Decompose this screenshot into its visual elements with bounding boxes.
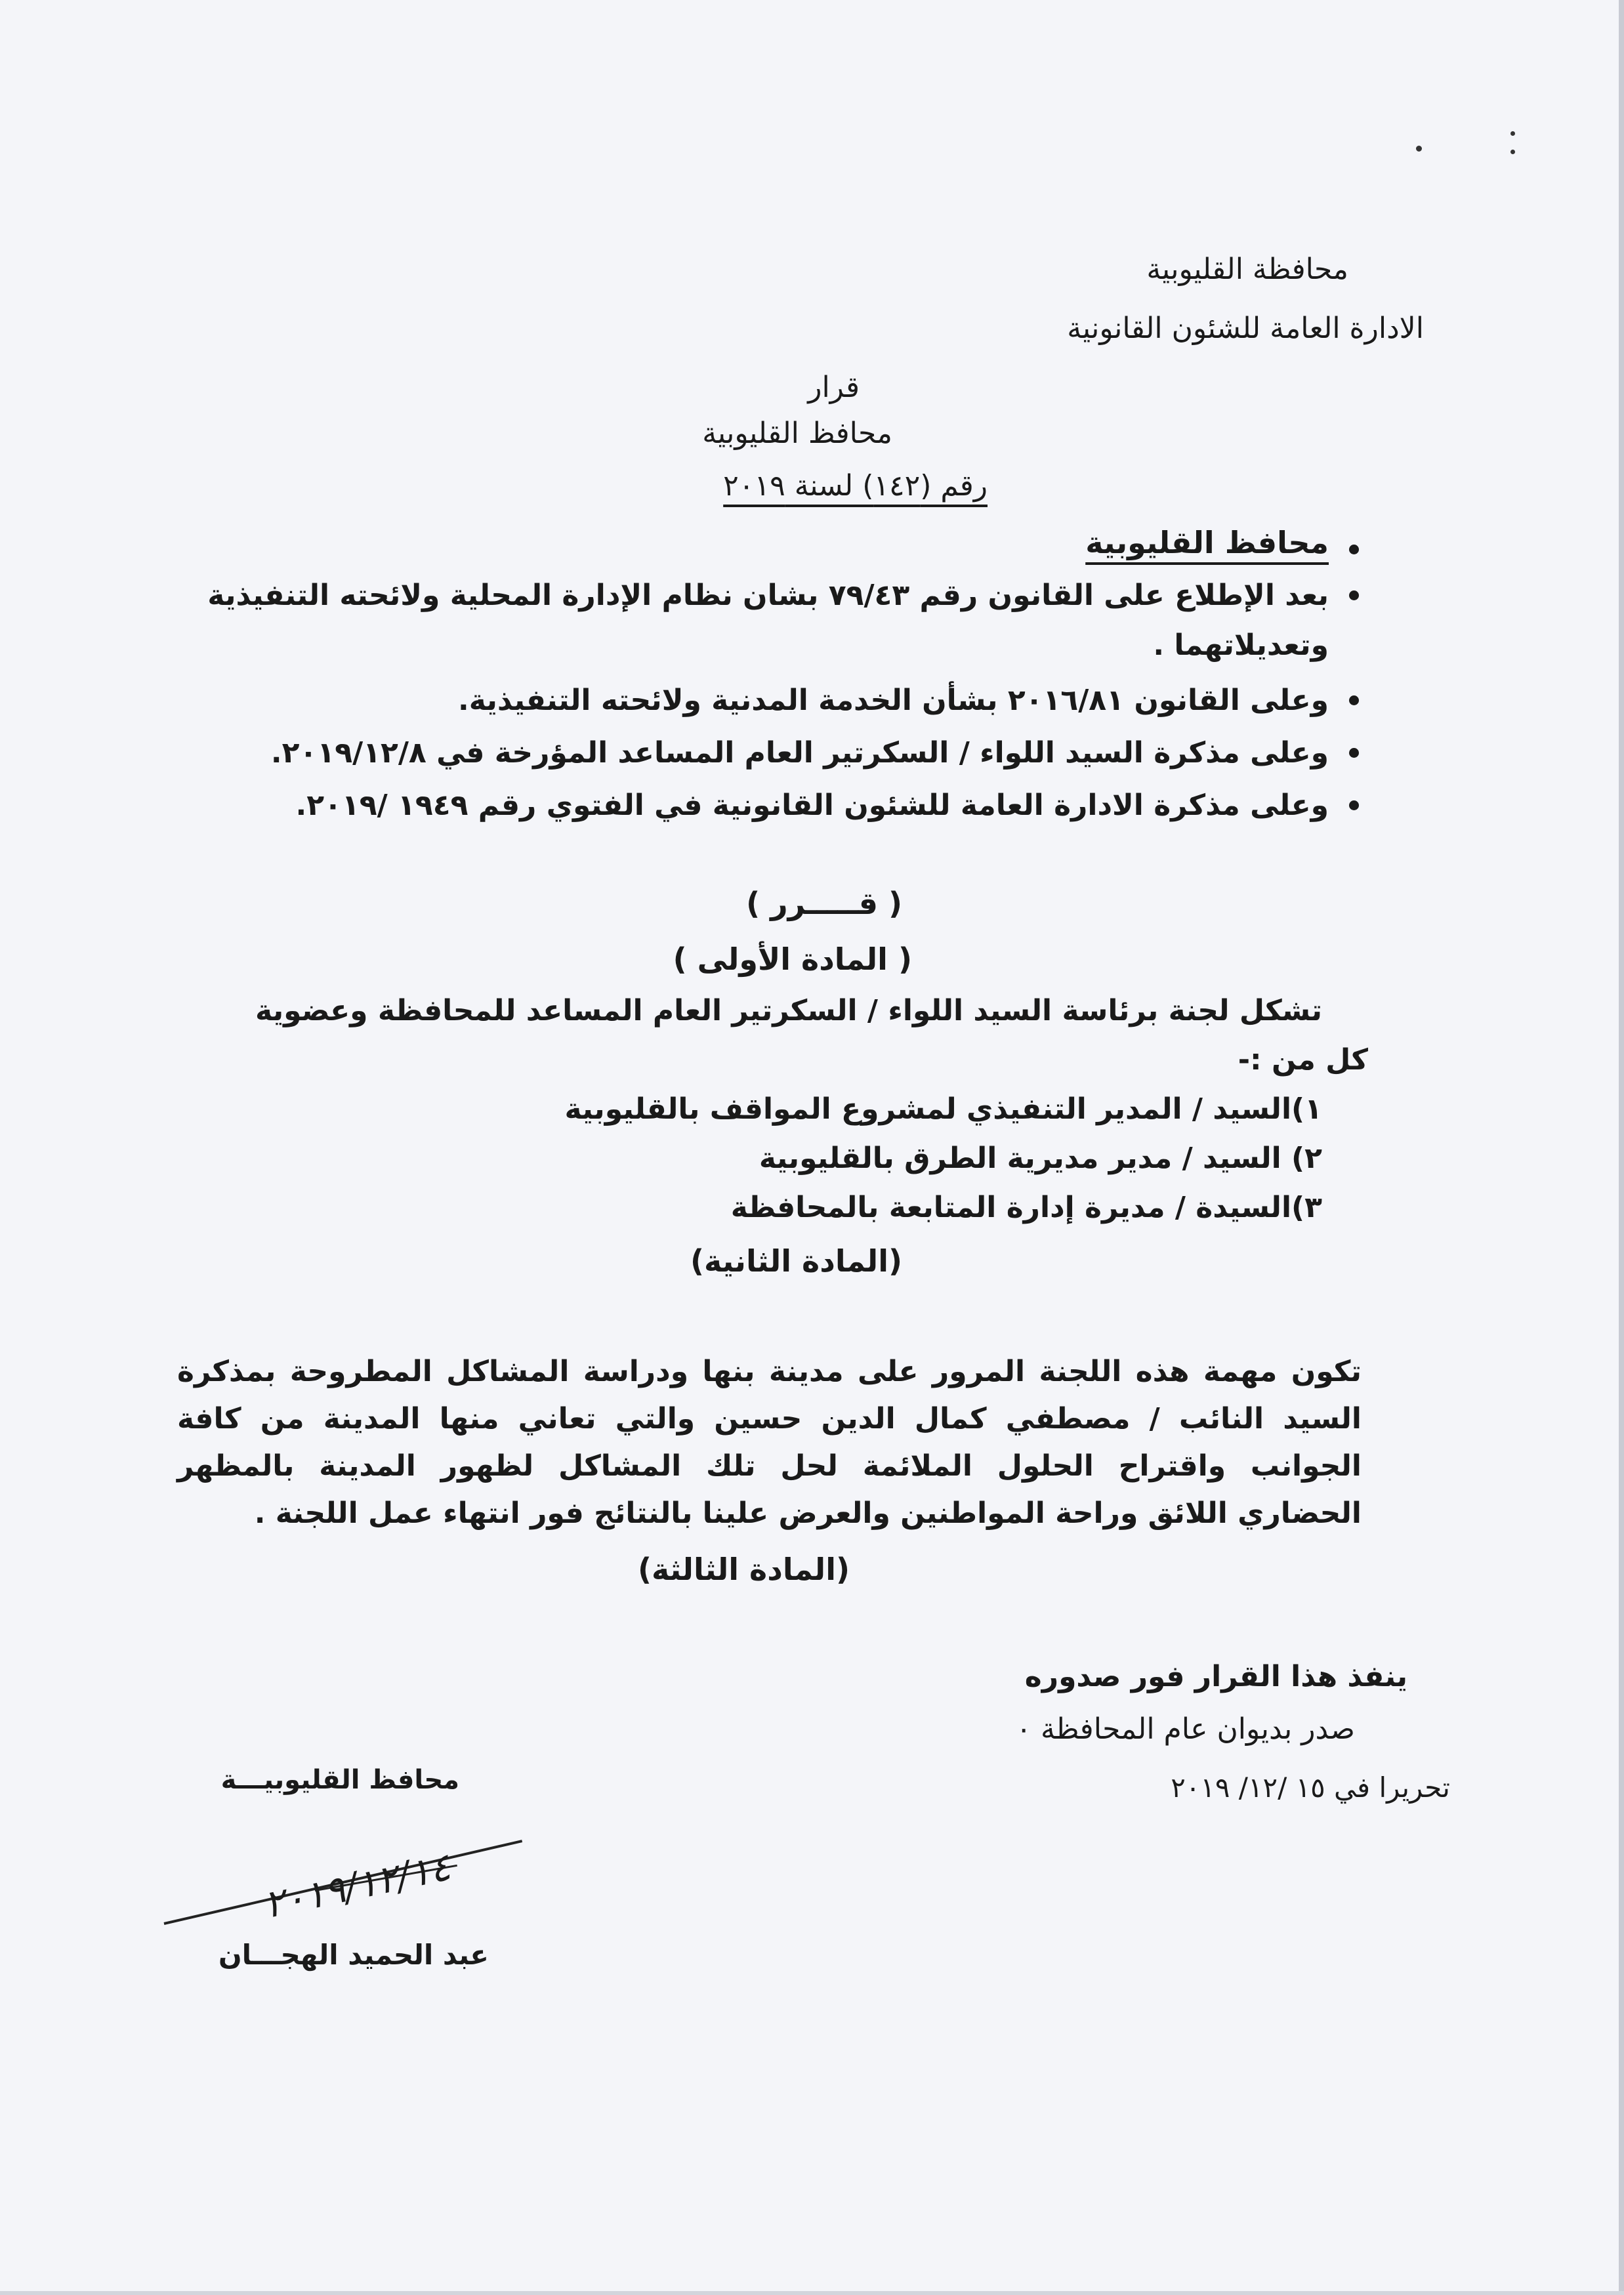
bullet-icon xyxy=(1349,800,1359,810)
issued-at-clause: صدر بديوان عام المحافظة ٠ xyxy=(1016,1712,1355,1746)
article2-text: تكون مهمة هذه اللجنة المرور على مدينة بنها ودراسة المشاكل المطروحة بمذكرة السيد النائب / مصطفي كمال الدين حسين والتي تعاني منها المدينة من كافة الجوانب واقتراح الحلول الملائمة لحل تلك المشاكل لظهور المدينة بالمظهر الحضاري اللائق وراحة المواطنين والعرض علينا بالنتائج فور انتهاء عمل اللجنة . xyxy=(177,1355,1362,1530)
dated-clause: تحريرا في ١٥ /١٢/ ٢٠١٩ xyxy=(1171,1771,1450,1804)
issuer-title: محافظ القليوبية xyxy=(702,417,892,450)
article2-heading: (المادة الثانية) xyxy=(690,1243,902,1279)
article3-heading: (المادة الثالثة) xyxy=(637,1552,850,1587)
scan-speck xyxy=(1510,131,1515,136)
bullet-icon xyxy=(1349,545,1359,554)
article1-intro-continued: كل من :- xyxy=(1238,1043,1368,1077)
signature-title: محافظ القليوبيـــة xyxy=(220,1765,459,1795)
preamble-item: وعلى مذكرة السيد اللواء / السكرتير العام المساعد المؤرخة في ٢٠١٩/١٢/٨. xyxy=(184,728,1329,778)
article1-intro: تشكل لجنة برئاسة السيد اللواء / السكرتير العام المساعد للمحافظة وعضوية xyxy=(255,994,1322,1027)
signatory-name: عبد الحميد الهجـــان xyxy=(218,1939,489,1971)
handwritten-date: ٢٠١٩/١٢/١٤ xyxy=(260,1844,455,1928)
decided-heading: ( قـــــرر ) xyxy=(746,886,902,921)
scan-speck xyxy=(1416,146,1422,152)
scan-speck xyxy=(1510,150,1515,154)
scan-edge xyxy=(1619,0,1624,2295)
member-item: ٣)السيدة / مديرة إدارة المتابعة بالمحافظة xyxy=(730,1191,1322,1224)
execution-clause: ينفذ هذا القرار فور صدوره xyxy=(1024,1660,1407,1693)
preamble-heading: محافظ القليوبية xyxy=(1085,525,1329,560)
bullet-icon xyxy=(1349,748,1359,758)
member-item: ٢) السيد / مدير مديرية الطرق بالقليوبية xyxy=(759,1142,1322,1175)
scan-bottom-edge xyxy=(0,2291,1624,2295)
bullet-icon xyxy=(1349,695,1359,705)
decision-title: قرار xyxy=(808,371,860,404)
preamble-item: وعلى مذكرة الادارة العامة للشئون القانونية في الفتوي رقم ١٩٤٩ /٢٠١٩. xyxy=(184,781,1329,831)
preamble-item: وعلى القانون ٢٠١٦/٨١ بشأن الخدمة المدنية ولائحته التنفيذية. xyxy=(184,676,1329,726)
governorate-header: محافظة القليوبية xyxy=(1146,253,1348,286)
bullet-icon xyxy=(1349,590,1359,600)
department-header: الادارة العامة للشئون القانونية xyxy=(1067,312,1424,345)
preamble-item: بعد الإطلاع على القانون رقم ٧٩/٤٣ بشان نظام الإدارة المحلية ولائحته التنفيذية وتعديلاتهما . xyxy=(184,571,1329,671)
decision-number: رقم (١٤٢) لسنة ٢٠١٩ xyxy=(723,469,988,503)
member-item: ١)السيد / المدير التنفيذي لمشروع المواقف بالقليوبية xyxy=(564,1092,1322,1126)
article1-heading: ( المادة الأولى ) xyxy=(673,941,912,977)
